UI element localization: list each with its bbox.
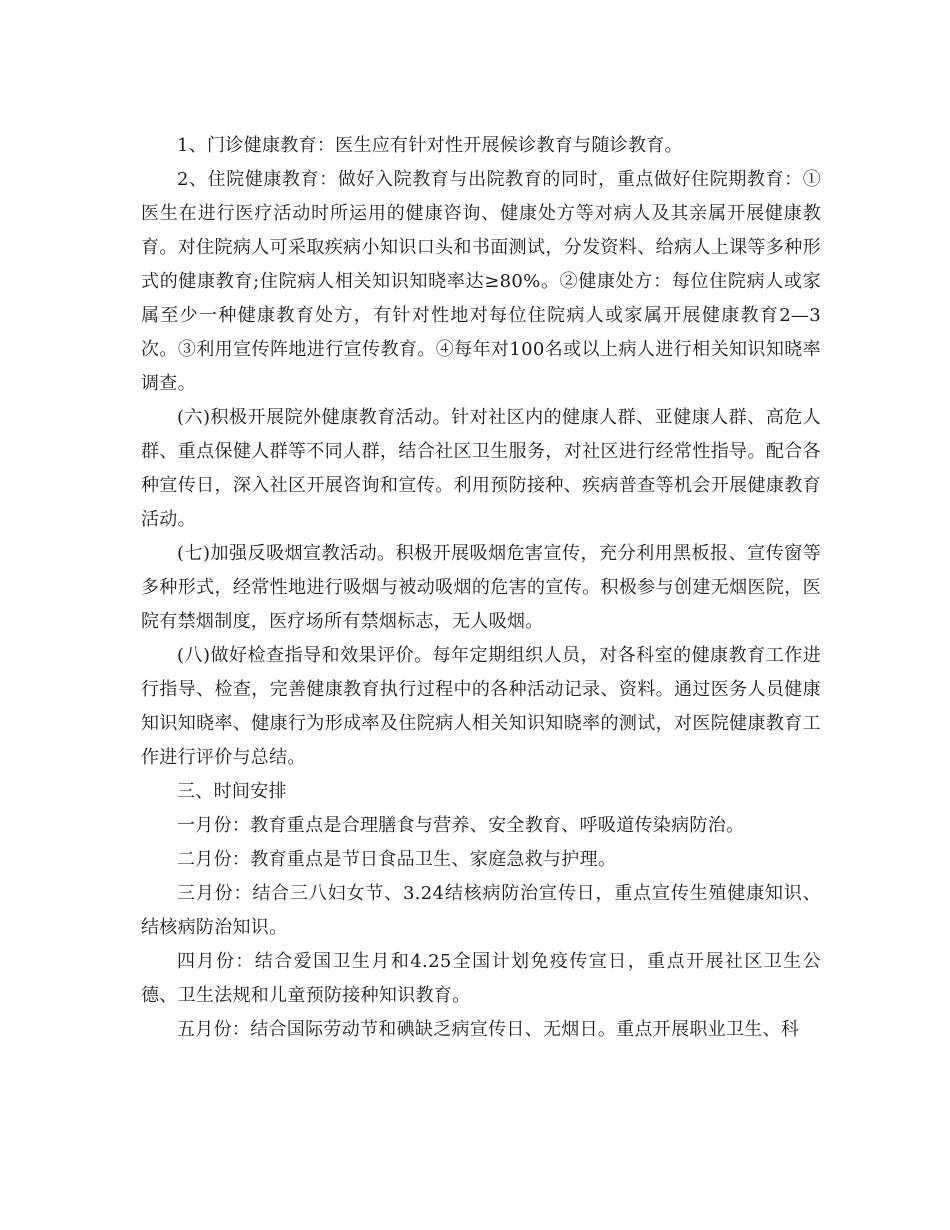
section-heading-schedule: 三、时间安排 [177, 781, 287, 802]
paragraph-inspection-evaluation: (八)做好检查指导和效果评价。每年定期组织人员，对各科室的健康教育工作进行指导、检查，完善健康教育执行过程中的各种活动记录、资料。通过医务人员健康知识知晓率、健康行为形成率及住院病人相关知识知晓率的测试，对医院健康教育工作进行评价与总结。 [141, 645, 821, 768]
paragraph-march: 三月份：结合三八妇女节、3.24结核病防治宣传日，重点宣传生殖健康知识、结核病防治知识。 [141, 883, 821, 938]
paragraph-may: 五月份：结合国际劳动节和碘缺乏病宣传日、无烟日。重点开展职业卫生、科 [177, 1019, 800, 1040]
paragraph-anti-smoking: (七)加强反吸烟宣教活动。积极开展吸烟危害宣传，充分利用黑板报、宣传窗等多种形式，经常性地进行吸烟与被动吸烟的危害的宣传。积极参与创建无烟医院，医院有禁烟制度，医疗场所有禁烟标志，无人吸烟。 [141, 543, 821, 632]
document-body [141, 129, 821, 1047]
paragraph-community-education: (六)积极开展院外健康教育活动。针对社区内的健康人群、亚健康人群、高危人群、重点保健人群等不同人群，结合社区卫生服务，对社区进行经常性指导。配合各种宣传日，深入社区开展咨询和宣传。利用预防接种、疾病普查等机会开展健康教育活动。 [141, 407, 821, 530]
paragraph-february: 二月份：教育重点是节日食品卫生、家庭急救与护理。 [177, 849, 617, 870]
paragraph-outpatient-education: 1、门诊健康教育：医生应有针对性开展候诊教育与随诊教育。 [177, 135, 683, 156]
paragraph-april: 四月份：结合爱国卫生月和4.25全国计划免疫传宣日，重点开展社区卫生公德、卫生法规和儿童预防接种知识教育。 [141, 951, 821, 1006]
paragraph-inpatient-education: 2、住院健康教育：做好入院教育与出院教育的同时，重点做好住院期教育：①医生在进行医疗活动时所运用的健康咨询、健康处方等对病人及其亲属开展健康教育。对住院病人可采取疾病小知识口头和书面测试，分发资料、给病人上课等多种形式的健康教育;住院病人相关知识知晓率达≥80%。②健康处方：每位住院病人或家属至少一种健康教育处方，有针对性地对每位住院病人或家属开展健康教育2—3次。③利用宣传阵地进行宣传教育。④每年对100名或以上病人进行相关知识知晓率调查。 [141, 169, 821, 394]
paragraph-january: 一月份：教育重点是合理膳食与营养、安全教育、呼吸道传染病防治。 [177, 815, 745, 836]
